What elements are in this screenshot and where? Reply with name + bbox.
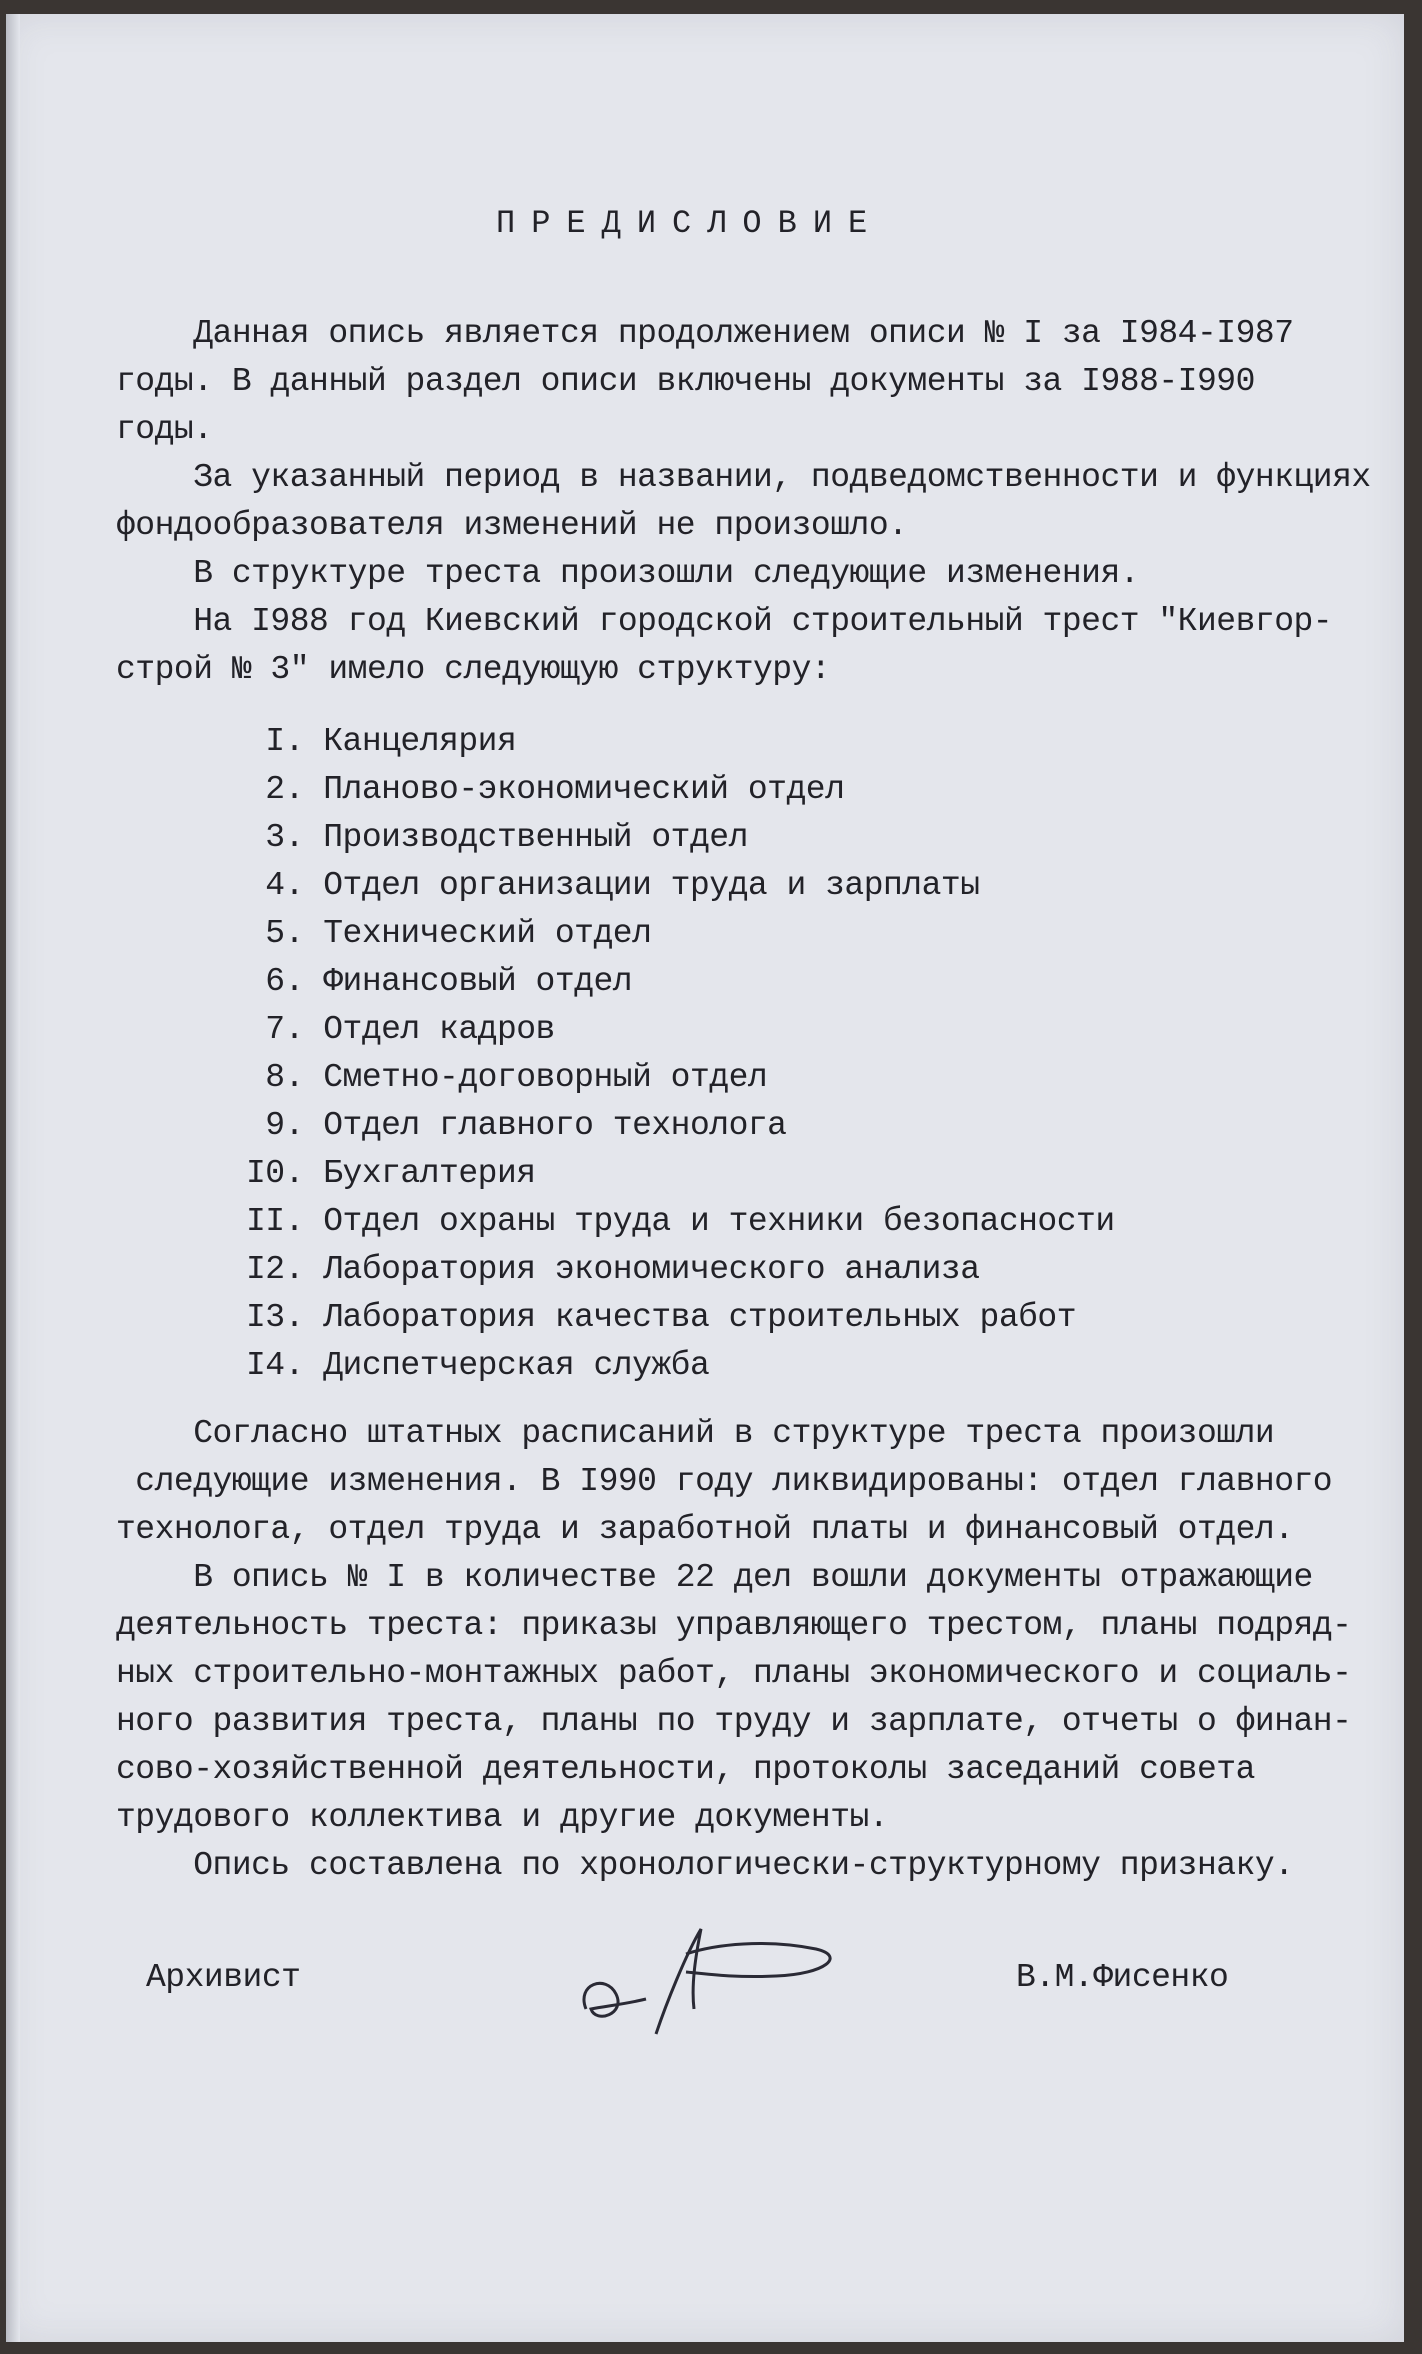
text-line: фондообразователя изменений не произошло.: [116, 507, 908, 544]
list-item: 3. Производственный отдел: [246, 819, 748, 856]
list-item: 7. Отдел кадров: [246, 1011, 555, 1048]
list-item: I. Канцелярия: [246, 723, 517, 760]
text-line: следующие изменения. В I990 году ликвидированы: отдел главного: [116, 1463, 1333, 1500]
list-item: 2. Планово-экономический отдел: [246, 771, 845, 808]
signer-role: Архивист: [146, 1959, 301, 1996]
text-line: ного развития треста, планы по труду и зарплате, отчеты о финан-: [116, 1703, 1352, 1740]
text-line: годы. В данный раздел описи включены документы за I988-I990: [116, 363, 1255, 400]
text-line: строй № 3" имело следующую структуру:: [116, 651, 831, 688]
text-line: За указанный период в названии, подведомственности и функциях: [116, 459, 1371, 496]
list-item: I3. Лаборатория качества строительных работ: [246, 1299, 1077, 1336]
text-line: сово-хозяйственной деятельности, протоколы заседаний совета: [116, 1751, 1255, 1788]
changes-paragraph: [116, 1414, 1416, 1894]
list-item: 9. Отдел главного технолога: [246, 1107, 787, 1144]
text-line: трудового коллектива и другие документы.: [116, 1799, 889, 1836]
intro-paragraph: [116, 314, 1416, 698]
text-line: ных строительно-монтажных работ, планы экономического и социаль-: [116, 1655, 1352, 1692]
text-line: технолога, отдел труда и заработной платы и финансовый отдел.: [116, 1511, 1294, 1548]
list-item: 5. Технический отдел: [246, 915, 652, 952]
handwritten-signature: [566, 1914, 866, 2044]
text-line: годы.: [116, 411, 213, 448]
document-page: [6, 14, 1404, 2342]
binding-edge: [6, 14, 20, 2342]
text-line: Данная опись является продолжением описи № I за I984-I987: [116, 315, 1294, 352]
text-line: Опись составлена по хронологически-структурному признаку.: [116, 1847, 1294, 1884]
text-line: Согласно штатных расписаний в структуре треста произошли: [116, 1415, 1275, 1452]
list-item: I0. Бухгалтерия: [246, 1155, 536, 1192]
list-item: 8. Сметно-договорный отдел: [246, 1059, 768, 1096]
signer-name: В.М.Фисенко: [1016, 1959, 1229, 1996]
list-item: I4. Диспетчерская служба: [246, 1347, 710, 1384]
text-line: На I988 год Киевский городской строительный трест "Киевгор-: [116, 603, 1333, 640]
document-title: ПРЕДИСЛОВИЕ: [496, 205, 884, 242]
list-item: II. Отдел охраны труда и техники безопасности: [246, 1203, 1115, 1240]
text-line: В структуре треста произошли следующие изменения.: [116, 555, 1140, 592]
structure-list: [246, 722, 1115, 1394]
text-line: В опись № I в количестве 22 дел вошли документы отражающие: [116, 1559, 1313, 1596]
list-item: I2. Лаборатория экономического анализа: [246, 1251, 980, 1288]
list-item: 4. Отдел организации труда и зарплаты: [246, 867, 980, 904]
text-line: деятельность треста: приказы управляющего трестом, планы подряд-: [116, 1607, 1352, 1644]
list-item: 6. Финансовый отдел: [246, 963, 633, 1000]
